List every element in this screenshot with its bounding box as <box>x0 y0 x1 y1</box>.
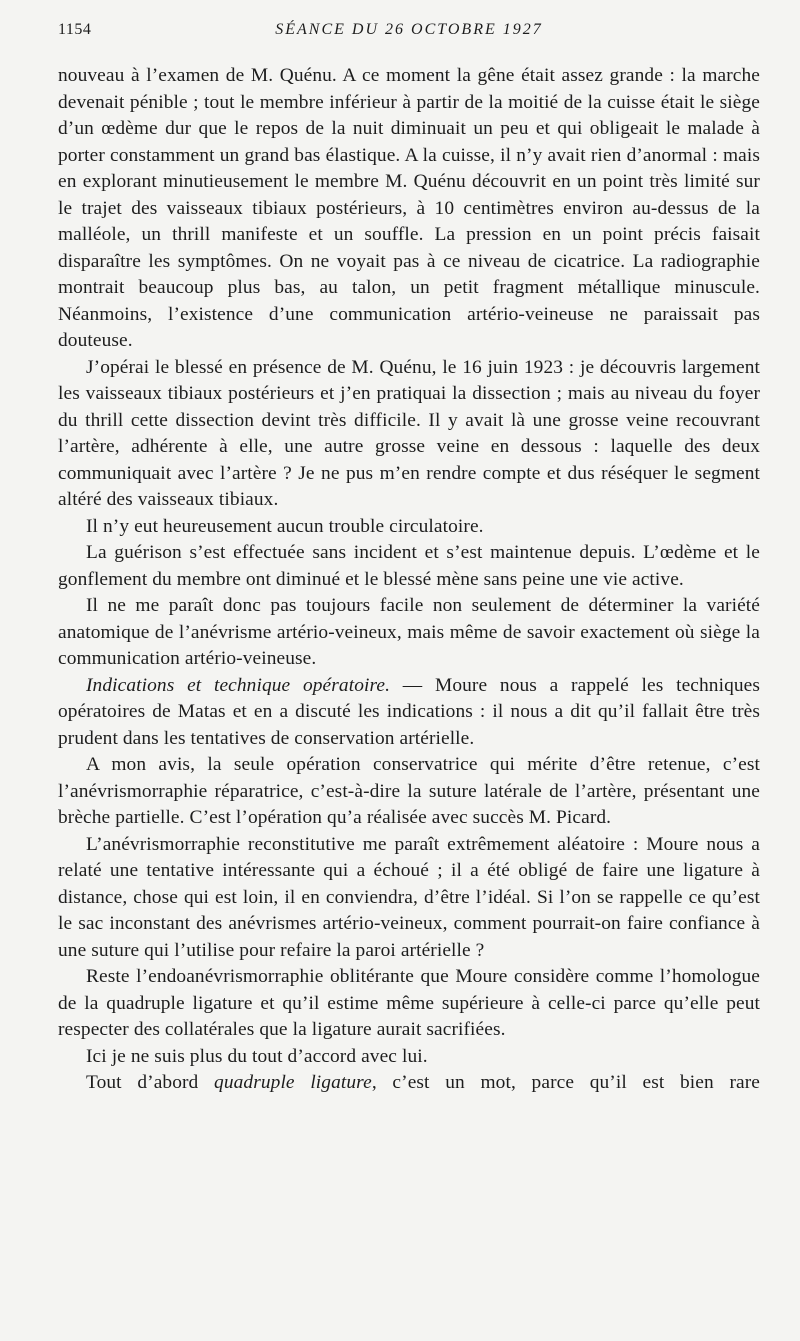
page-number: 1154 <box>58 21 92 38</box>
paragraph-10: Ici je ne suis plus du tout d’accord avec lui. <box>86 1045 428 1067</box>
body-text <box>58 63 760 1097</box>
paragraph-6 <box>58 673 760 753</box>
paragraph-4: La guérison s’est effectuée sans incident et s’est maintenue depuis. L’œdème et le gonflement du membre ont diminué et le blessé mène sans peine une vie active. <box>58 542 760 590</box>
paragraph-7: A mon avis, la seule opération conservatrice qui mérite d’être retenue, c’est l’anévrismorraphie réparatrice, c’est-à-dire la suture latérale de l’artère, présentant une brèche partielle. C’est l’opération qu’a réalisée avec succès M. Picard. <box>58 754 760 828</box>
paragraph-2: J’opérai le blessé en présence de M. Quénu, le 16 juin 1923 : je découvris largement les vaisseaux tibiaux postérieurs et j’en pratiquai la dissection ; mais au niveau du foyer du thrill cette dissection devint très difficile. Il y avait là une grosse veine recouvrant l’artère, adhérente à elle, une autre grosse veine en dessous : laquelle des deux communiquait avec l’artère ? Je ne pus m’en rendre compte et dus réséquer le segment altéré des vaisseaux tibiaux. <box>58 356 760 510</box>
paragraph-11-text-after: , c’est un mot, parce qu’il est bien rare <box>371 1072 761 1093</box>
paragraph-9: Reste l’endoanévrismorraphie oblitérante que Moure considère comme l’homologue de la quadruple ligature et qu’il estime même supérieure à celle-ci parce qu’elle peut respecter des collatérales que la ligature aurait sacrifiées. <box>58 966 760 1040</box>
paragraph-1: nouveau à l’examen de M. Quénu. A ce moment la gêne était assez grande : la marche devenait pénible ; tout le membre inférieur à partir de la moitié de la cuisse était le siège d’un œdème dur que le repos de la nuit diminuait un peu et qui obligeait le malade à porter constamment un grand bas élastique. A la cuisse, il n’y avait rien d’anormal : mais en explorant minutieusement le membre M. Quénu découvrit en un point très limité sur le trajet des vaisseaux tibiaux postérieurs, à 10 centimètres environ au-dessus de la malléole, un thrill manifeste et un souffle. La pression en un point précis faisait disparaître les symptômes. On ne voyait pas à ce niveau de cicatrice. La radiographie montrait beaucoup plus bas, au talon, un petit fragment métallique minuscule. Néanmoins, l’existence d’une communication artério-veineuse ne paraissait pas douteuse. <box>58 65 760 351</box>
section-heading-italic: Indications et technique opératoire. <box>86 674 391 696</box>
paragraph-6-text: — Moure nous a rappelé les techniques opératoires de Matas et en a discuté les indications : il nous a dit qu’il fallait être très prudent dans les tentatives de conservation artérielle. <box>58 674 761 749</box>
paragraph-11-text-before: Tout d’abord <box>86 1072 215 1093</box>
paragraph-8: L’anévrismorraphie reconstitutive me paraît extrêmement aléatoire : Moure nous a relaté une tentative intéressante qui a échoué ; il a été obligé de faire une ligature à distance, chose qui est loin, il en conviendra, d’être l’idéal. Si l’on se rappelle ce qu’est le sac inconstant des anévrismes artério-veineux, comment pourrait-on faire confiance à une suture qui l’utilise pour refaire la paroi artérielle ? <box>58 833 760 961</box>
paragraph-5: Il ne me paraît donc pas toujours facile non seulement de déterminer la variété anatomique de l’anévrisme artério-veineux, mais même de savoir exactement où siège la communication artério-veineuse. <box>58 595 760 669</box>
paragraph-11 <box>58 1070 760 1097</box>
running-header <box>58 21 760 43</box>
paragraph-11-italic: quadruple ligature <box>214 1072 372 1093</box>
paragraph-3: Il n’y eut heureusement aucun trouble circulatoire. <box>86 515 484 537</box>
running-title: SÉANCE DU 26 OCTOBRE 1927 <box>275 21 543 38</box>
